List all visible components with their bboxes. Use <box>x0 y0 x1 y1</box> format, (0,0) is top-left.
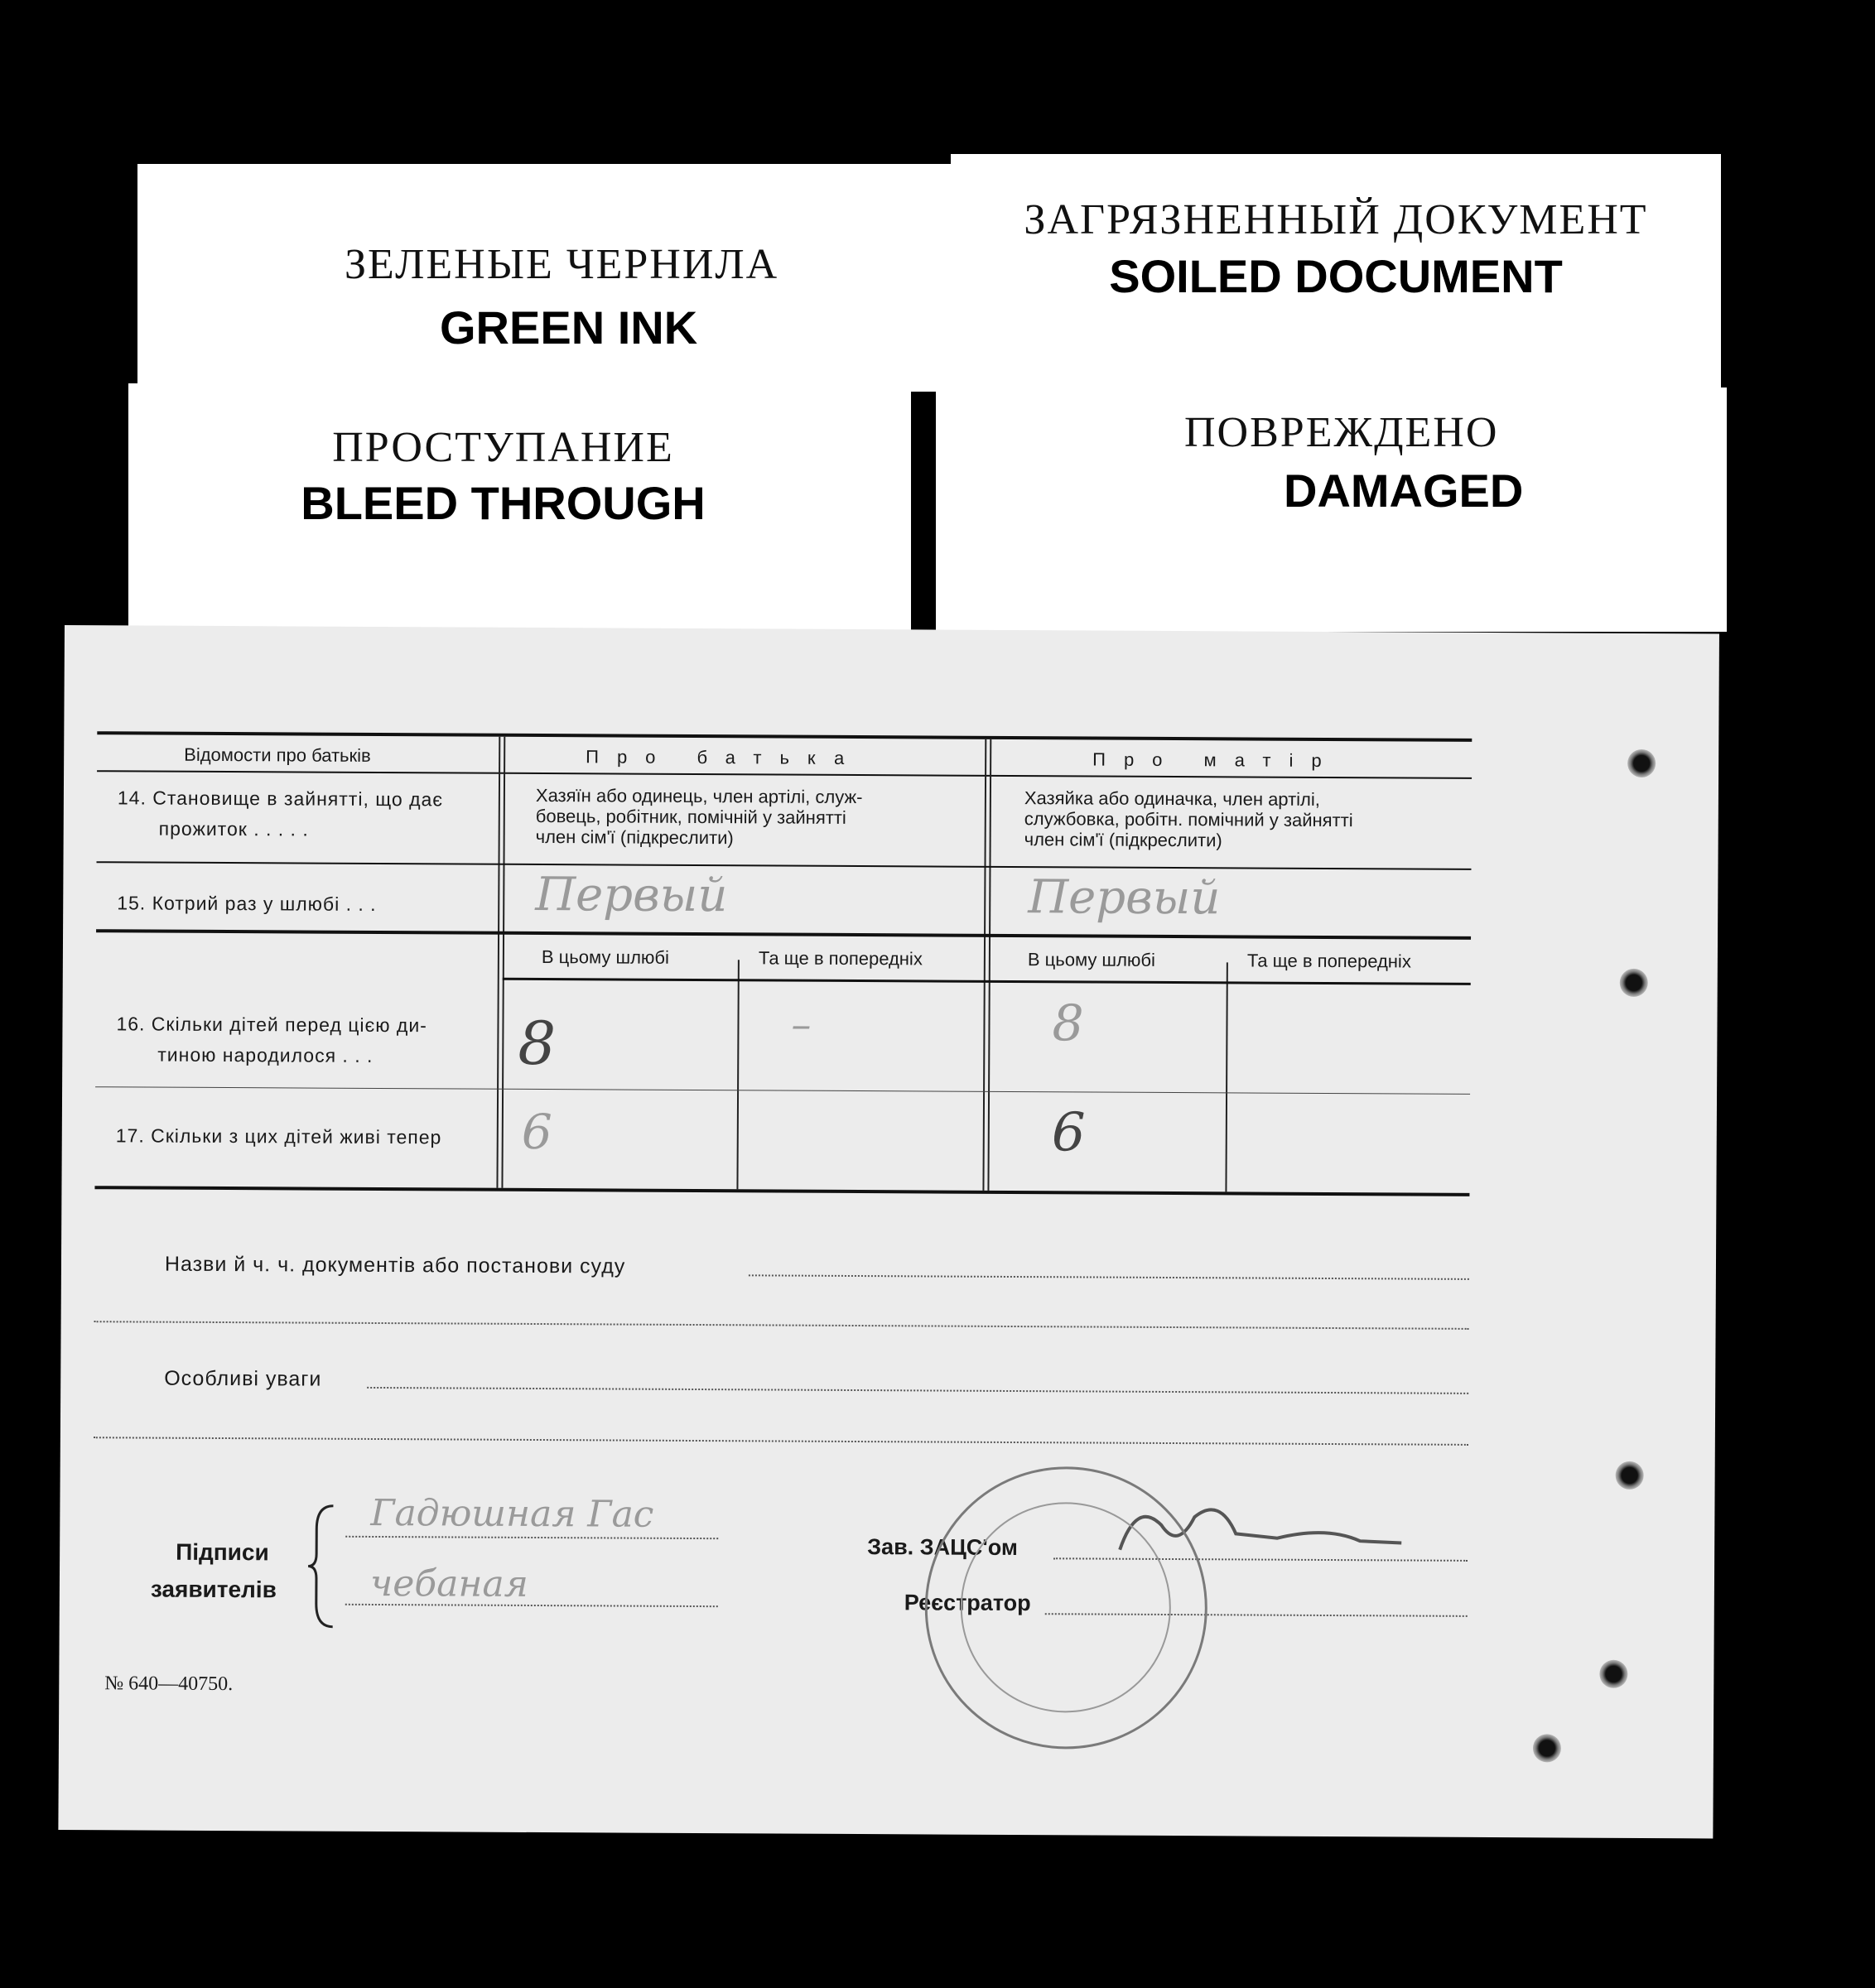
soiled-document-card <box>951 154 1721 394</box>
row16-father-this-value: 8 <box>518 1008 557 1079</box>
row15-mother-handwriting: Первый <box>1028 870 1221 926</box>
header-parents-info: Відомости про батьків <box>184 744 371 766</box>
row14-father-line1: Хазяїн або одинець, член артілі, служ- <box>535 784 863 808</box>
row15-bottom-rule <box>96 929 1471 940</box>
seal-inner-ring <box>960 1502 1171 1713</box>
signatures-label-line1: Підписи <box>176 1538 269 1566</box>
row14-label-line1: 14. Становище в зайнятті, що дає <box>117 787 444 811</box>
row16-label-line2: тиною народилося . . . <box>157 1043 374 1066</box>
row15-father-handwriting: Первый <box>535 867 728 923</box>
documents-dotted-line-2 <box>94 1321 1469 1330</box>
subheader-father-previous: Та ще в попередніх <box>758 947 923 970</box>
registration-form <box>58 625 1719 1838</box>
subheader-bottom-rule <box>503 978 1471 985</box>
header-about-father: Про батька <box>586 746 863 769</box>
punch-hole <box>1533 1734 1561 1762</box>
subheader-mother-previous: Та ще в попередніх <box>1246 950 1411 972</box>
subheader-father-this-marriage: В цьому шлюбі <box>541 946 670 968</box>
row14-mother-line1: Хазяйка або одиначка, член артілі, <box>1024 787 1320 810</box>
row16-father-prev-value: – <box>791 1001 812 1048</box>
bleed-through-card <box>128 383 911 632</box>
signature-line-1 <box>345 1536 718 1539</box>
applicant-signature-1: Гадюшная Гас <box>370 1491 654 1536</box>
col-divider-2b <box>987 739 991 1191</box>
applicant-signature-2: чебаная <box>369 1562 528 1605</box>
punch-hole <box>1620 969 1648 997</box>
col-divider-1b <box>501 737 505 1188</box>
row14-mother-line3: член сім'ї (підкреслити) <box>1024 829 1222 851</box>
form-number: № 640—40750. <box>104 1673 234 1696</box>
row14-father-line3: член сім'ї (підкреслити) <box>535 826 734 849</box>
soiled-card-en: SOILED DOCUMENT <box>1109 250 1563 302</box>
row14-father-line2: бовець, робітник, помічній у зайнятті <box>535 805 846 828</box>
row16-mother-this-value: 8 <box>1052 994 1084 1053</box>
notes-label: Особливі уваги <box>164 1366 322 1391</box>
punch-hole <box>1616 1461 1644 1490</box>
notes-dotted-line <box>367 1387 1468 1394</box>
header-bottom-rule <box>97 770 1472 779</box>
col-divider-father-sub <box>736 960 739 1189</box>
punch-hole <box>1599 1660 1627 1688</box>
row17-father-this-value: 6 <box>521 1103 552 1161</box>
row14-label-line2: прожиток . . . . . <box>158 817 309 840</box>
row16-bottom-line <box>95 1086 1470 1095</box>
notes-dotted-line-2 <box>94 1437 1468 1446</box>
documents-dotted-line <box>749 1274 1469 1280</box>
bleed-card-ru: ПРОСТУПАНИЕ <box>332 424 674 471</box>
table-top-rule <box>97 731 1472 742</box>
signatures-brace <box>308 1504 342 1629</box>
row14-mother-line2: службовка, робітн. помічний у зайнятті <box>1024 808 1353 831</box>
damaged-card-ru: ПОВРЕЖДЕНО <box>1184 409 1499 456</box>
col-divider-2 <box>982 739 986 1191</box>
col-divider-1 <box>496 737 500 1188</box>
bleed-card-en: BLEED THROUGH <box>301 477 706 529</box>
header-about-mother: Про матір <box>1092 749 1340 772</box>
row15-label: 15. Котрий раз у шлюбі . . . <box>117 892 377 915</box>
registrar-label: Реєстратор <box>904 1590 1031 1616</box>
row17-mother-this-value: 6 <box>1051 1102 1086 1164</box>
green-ink-card-ru: ЗЕЛЕНЫЕ ЧЕРНИЛА <box>345 241 779 288</box>
table-bottom-rule <box>94 1186 1469 1196</box>
damaged-card-en: DAMAGED <box>1284 465 1524 517</box>
official-seal-stamp <box>924 1466 1208 1750</box>
green-ink-card-en: GREEN INK <box>440 301 698 354</box>
head-zags-label: Зав. ЗАЦС'ом <box>867 1534 1018 1561</box>
row14-bottom-rule <box>96 861 1471 870</box>
signature-line-2 <box>345 1604 718 1607</box>
subheader-mother-this-marriage: В цьому шлюбі <box>1027 949 1156 970</box>
damaged-card <box>936 387 1727 632</box>
col-divider-mother-sub <box>1225 962 1227 1191</box>
row16-label-line1: 16. Скільки дітей перед цією ди- <box>116 1013 427 1037</box>
documents-label: Назви й ч. ч. документів або постанови суду <box>164 1252 626 1278</box>
punch-hole <box>1627 749 1656 777</box>
green-ink-card <box>137 164 953 392</box>
soiled-card-ru: ЗАГРЯЗНЕННЫЙ ДОКУМЕНТ <box>1024 196 1648 243</box>
signatures-label-line2: заявителів <box>150 1576 277 1603</box>
row17-label: 17. Скільки з цих дітей живі тепер <box>115 1124 442 1148</box>
